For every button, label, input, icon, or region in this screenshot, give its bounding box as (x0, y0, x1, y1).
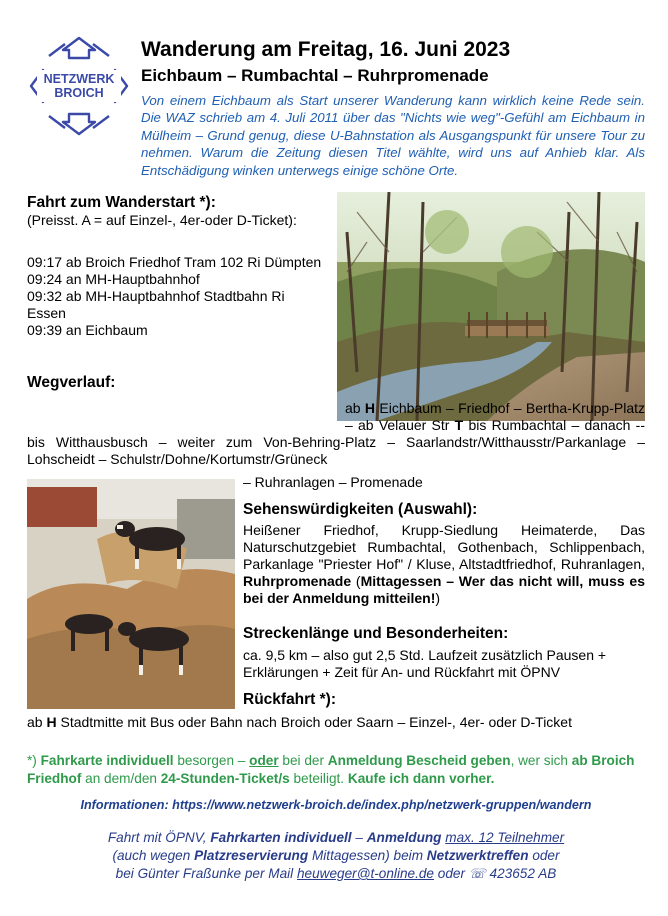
time-line: 09:39 an Eichbaum (27, 322, 148, 338)
wegverlauf-end: – Ruhranlagen – Promenade (243, 474, 423, 490)
streckenlaenge-text: ca. 9,5 km – also gut 2,5 Std. Laufzeit zusätzlich Pausen + Erklärungen + Zeit für An- und Rückfahrt mit ÖPNV (243, 647, 607, 680)
sehenswuerdigkeiten-text: Heißener Friedhof, Krupp-Siedlung Heimaterde, Das Naturschutzgebiet Rumbachtal, Gothenbach, Schlippenbach, Parkanlage "Priester Hof" / Kluse, Altstadtfriedhof, Ruhranlagen, Ruhrpromenade (Mittagessen – Wer das nicht will, muss es bei der Anmeldung mitteilen!) (243, 522, 645, 606)
logo-text-top: NETZWERK (43, 72, 115, 86)
rueckfahrt-text: ab H Stadtmitte mit Bus oder Bahn nach Broich oder Saarn – Einzel-, 4er- oder D-Ticket (27, 714, 572, 730)
wegverlauf-text: ab H Eichbaum – Friedhof – Bertha-Krupp-Platz – ab Velauer Str T bis Rumbachtal – danach -- bis Witthausbusch – weiter zum Von-Behring-Platz – Saarlandstr/Witthausstr/Parkanlage – Lohscheidt – Schulstr/Dohne/Kortumstr/Grüneck (27, 400, 646, 467)
fahrt-ticket-note: (Preisst. A = auf Einzel-, 4er-oder D-Ticket): (27, 212, 297, 228)
photo-rumbachtal (337, 192, 645, 421)
wegverlauf-heading: Wegverlauf: (27, 374, 116, 391)
page-title: Wanderung am Freitag, 16. Juni 2023 (141, 38, 511, 61)
anmeldung-footer: Fahrt mit ÖPNV, Fahrkarten individuell – Anmeldung max. 12 Teilnehmer (auch wegen Platzreservierung Mittagessen) beim Netzwerktreffen oder bei Günter Fraßunke per Mail heuweger@t-online.de oder ☏ 423652 AB (107, 830, 565, 881)
fahrt-heading: Fahrt zum Wanderstart *): (27, 194, 216, 211)
time-line: 09:32 ab MH-Hauptbahnhof Stadtbahn Ri Essen (27, 288, 285, 321)
streckenlaenge-heading: Streckenlänge und Besonderheiten: (243, 625, 509, 642)
intro-paragraph: Von einem Eichbaum als Start unserer Wanderung kann wirklich keine Rede sein. Die WAZ schrieb am 4. Juli 2011 über das "Nichts wie weg"-Gefühl am Eichbaum in Mülheim – Grund genug, diese U-Bahnstation als Ausgangspunkt für unsere Tour zu nehmen. Warum die Zeitung diesen Titel wählte, wird uns auf Anhieb klar. Als Entschädigung winken unterwegs einige schöne Orte. (141, 93, 645, 178)
page-subtitle: Eichbaum – Rumbachtal – Ruhrpromenade (141, 66, 489, 85)
fahrt-times (27, 254, 327, 339)
time-line: 09:24 an MH-Hauptbahnhof (27, 271, 200, 287)
ticket-hinweis: *) Fahrkarte individuell besorgen – oder bei der Anmeldung Bescheid geben, wer sich ab Broich Friedhof an dem/den 24-Stunden-Ticket/s beteiligt. Kaufe ich dann vorher. (27, 753, 635, 786)
time-line: 09:17 ab Broich Friedhof Tram 102 Ri Dümpten (27, 254, 322, 270)
photo-goats (27, 479, 235, 709)
phone-number: ☏ 423652 AB (468, 866, 557, 881)
intro-text (27, 92, 645, 179)
info-link[interactable]: Informationen: https://www.netzwerk-broich.de/index.php/netzwerk-gruppen/wandern (80, 798, 592, 812)
email-link[interactable]: heuweger@t-online.de (297, 866, 434, 881)
rueckfahrt-heading: Rückfahrt *): (243, 691, 337, 708)
logo-text-bottom: BROICH (54, 86, 104, 100)
sehenswuerdigkeiten-heading: Sehenswürdigkeiten (Auswahl): (243, 501, 478, 518)
